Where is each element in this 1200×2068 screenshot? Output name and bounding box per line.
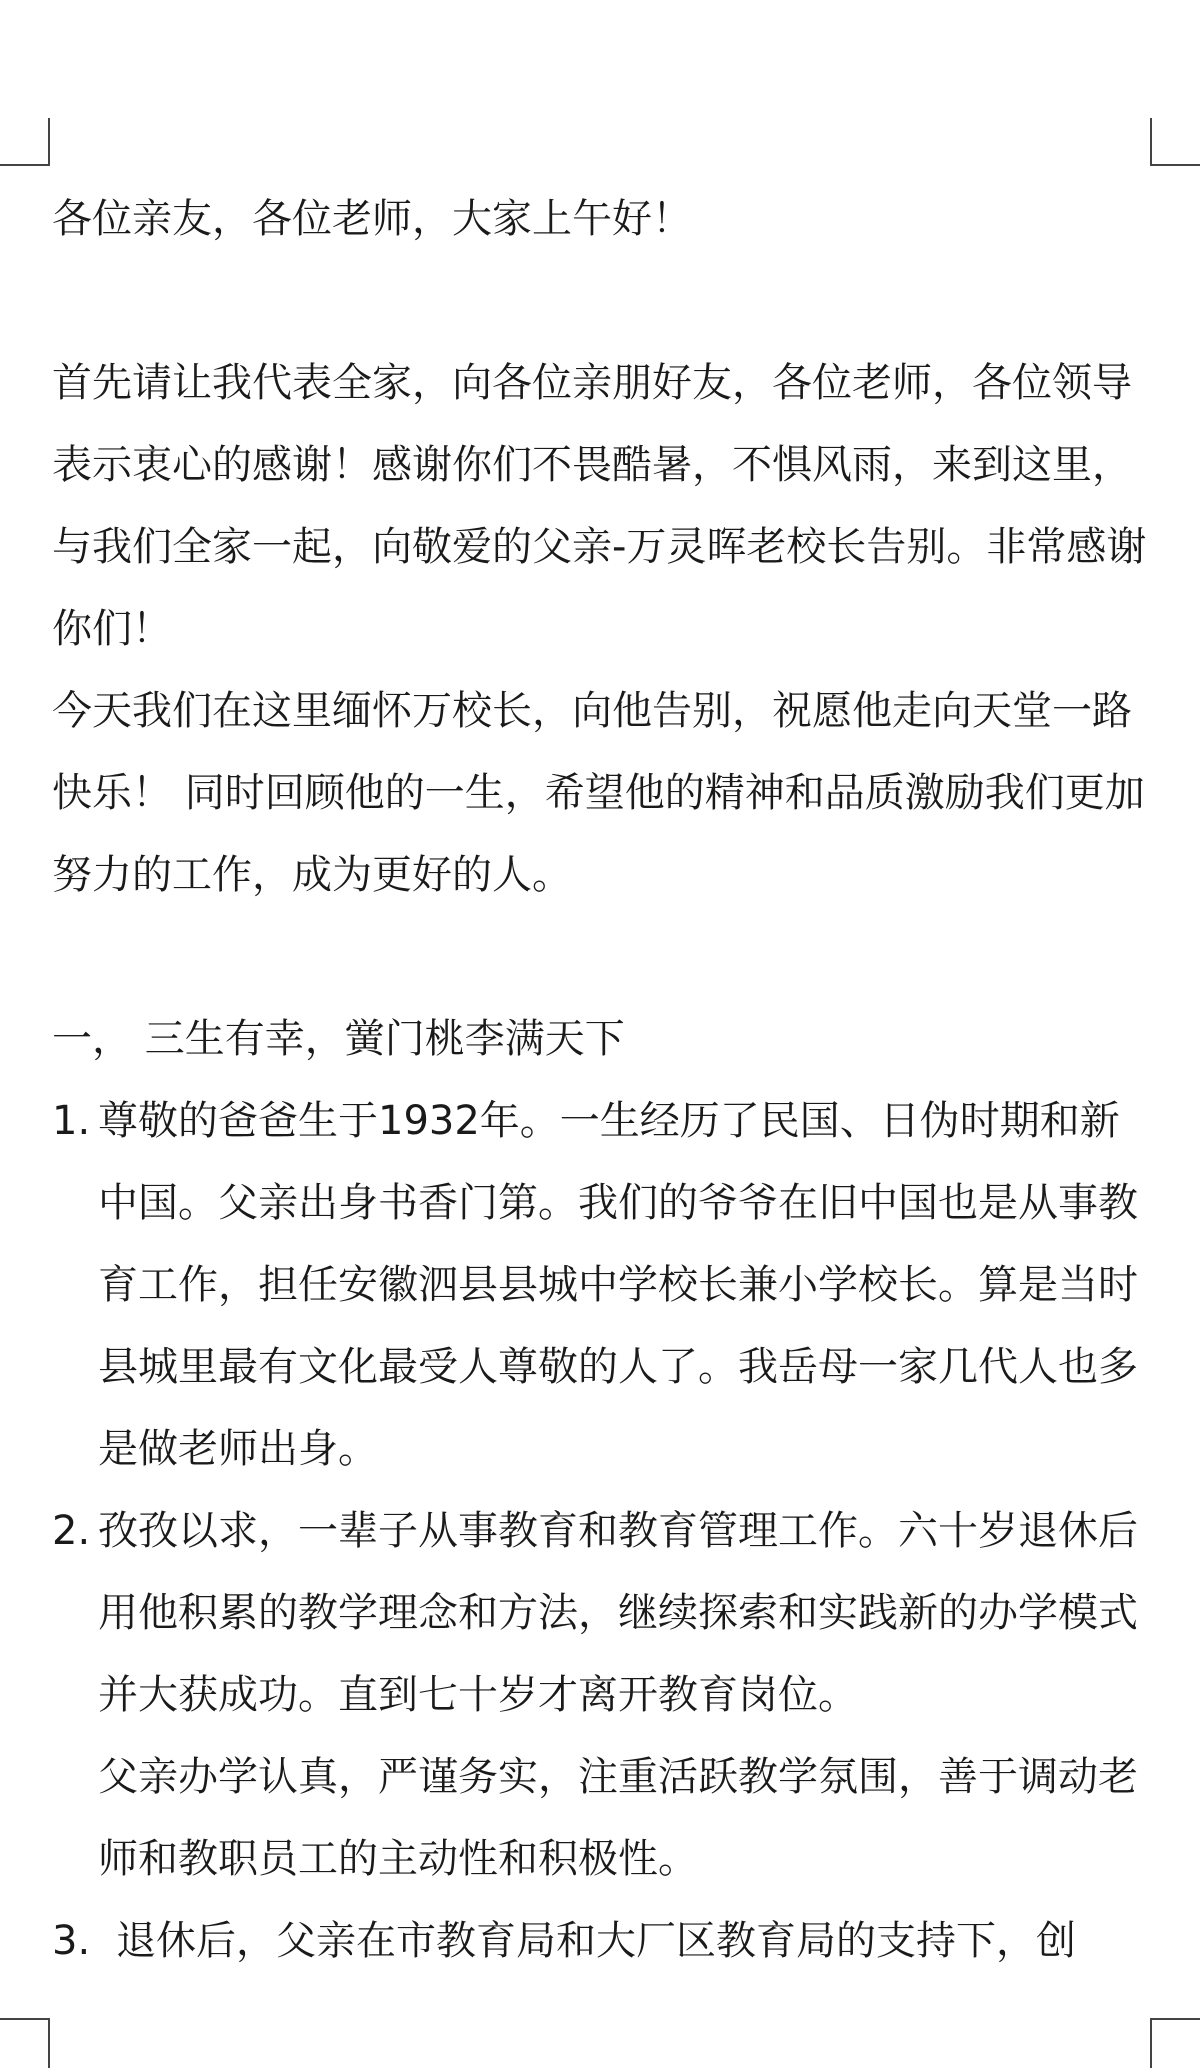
list-number: 3. bbox=[52, 1918, 91, 1964]
list-item-text: 尊敬的爸爸生于1932年。一生经历了民国、日伪时期和新中国。父亲出身书香门第。我们的爷爷在旧中国也是从事教育工作，担任安徽泗县县城中学校长兼小学校长。算是当时县城里最有文化最受人尊敬的人了。我岳母一家几代人也多是做老师出身。 bbox=[98, 1098, 1138, 1472]
crop-mark-bottom-right bbox=[1150, 2018, 1200, 2068]
greeting-paragraph: 各位亲友，各位老师，大家上午好！ bbox=[52, 196, 692, 242]
section-heading: 一， 三生有幸，黉门桃李满天下 bbox=[52, 1016, 625, 1062]
blank-line bbox=[52, 260, 1150, 342]
list-item-text: 退休后，父亲在市教育局和大厂区教育局的支持下，创 bbox=[116, 1918, 1076, 1964]
blank-line bbox=[52, 916, 1150, 998]
document-body bbox=[52, 178, 1150, 1982]
thanks-paragraph: 首先请让我代表全家，向各位亲朋好友，各位老师，各位领导表示衷心的感谢！感谢你们不畏酷暑，不惧风雨，来到这里，与我们全家一起，向敬爱的父亲-万灵晖老校长告别。非常感谢你们！ bbox=[52, 360, 1147, 652]
list-item-text: 孜孜以求，一辈子从事教育和教育管理工作。六十岁退休后用他积累的教学理念和方法，继续探索和实践新的办学模式并大获成功。直到七十岁才离开教育岗位。 bbox=[98, 1508, 1138, 1718]
list-item bbox=[52, 1490, 1150, 1736]
list-item bbox=[52, 1080, 1150, 1490]
list-number: 1. bbox=[52, 1098, 91, 1144]
intro-paragraph: 今天我们在这里缅怀万校长，向他告别，祝愿他走向天堂一路快乐！ 同时回顾他的一生，希望他的精神和品质激励我们更加努力的工作，成为更好的人。 bbox=[52, 688, 1145, 898]
list-item bbox=[52, 1900, 1150, 1982]
list-item-continuation: 父亲办学认真，严谨务实，注重活跃教学氛围，善于调动老师和教职员工的主动性和积极性。 bbox=[98, 1754, 1138, 1882]
crop-mark-bottom-left bbox=[0, 2018, 50, 2068]
crop-mark-top-left bbox=[0, 118, 50, 166]
crop-mark-top-right bbox=[1150, 118, 1200, 166]
list-number: 2. bbox=[52, 1508, 91, 1554]
